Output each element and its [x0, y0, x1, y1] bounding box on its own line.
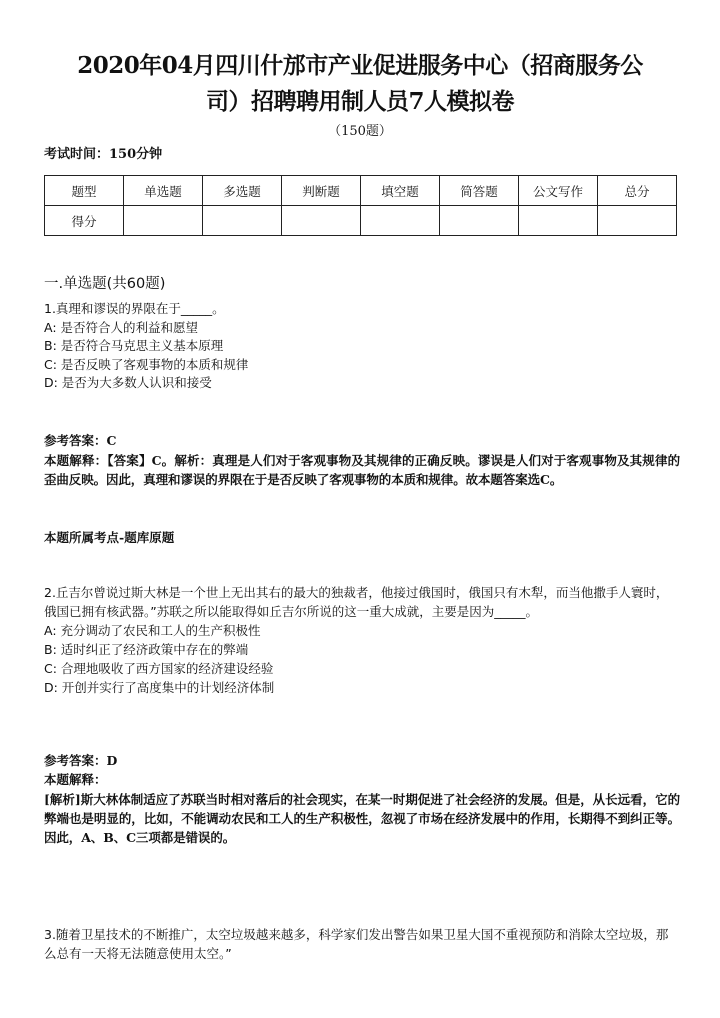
option-d: D: 是否为大多数人认识和接受 [44, 375, 212, 390]
score-table-header-row [45, 176, 677, 206]
header-cell-type: 题型 [45, 176, 124, 206]
option-c: C: 是否反映了客观事物的本质和规律 [44, 356, 249, 372]
score-cell [282, 206, 361, 236]
header-cell-short-answer: 简答题 [440, 176, 519, 206]
header-cell-single-choice: 单选题 [124, 176, 203, 206]
option-d: D: 开创并实行了高度集中的计划经济体制 [44, 680, 275, 695]
document-title-line-2: 司）招聘聘用制人员7人模拟卷 [205, 88, 514, 115]
header-cell-multiple-choice: 多选题 [203, 176, 282, 206]
explanation-label-2: 本题解释： [44, 772, 107, 787]
explanation-label: 本题解释： [44, 453, 108, 468]
explanation-2: [解析]斯大林体制适应了苏联当时相对落后的社会现实，在某一时期促进了社会经济的发展。但是，从长远看，它的弊端也是明显的，比如，不能调动农民和工人的生产积极性，忽视了市场在经济发展中的作用，长期得不到纠正等。因此，A、B、C三项都是错误的。 [44, 792, 680, 845]
section-heading: 一.单选题(共60题) [44, 276, 166, 292]
question-2 [44, 583, 680, 697]
option-a: A: 充分调动了农民和工人的生产积极性 [44, 623, 261, 638]
answer-2: 参考答案：D [44, 753, 118, 768]
score-cell [519, 206, 598, 236]
document-title-line-1: 2020年04月四川什邡市产业促进服务中心（招商服务公 [77, 52, 643, 79]
score-cell [440, 206, 519, 236]
question-stem: 1.真理和谬误的界限在于_____。 [44, 301, 225, 316]
header-cell-official-writing: 公文写作 [519, 176, 598, 206]
option-b: B: 是否符合马克思主义基本原理 [44, 338, 224, 353]
explanation-1 [44, 451, 680, 489]
option-c: C: 合理地吸收了西方国家的经济建设经验 [44, 661, 274, 676]
score-cell [124, 206, 203, 236]
score-cell [361, 206, 440, 236]
topic-1: 本题所属考点-题库原题 [44, 530, 175, 545]
exam-time: 考试时间：150分钟 [44, 147, 163, 162]
score-cell [598, 206, 677, 236]
question-stem: 3.随着卫星技术的不断推广，太空垃圾越来越多，科学家们发出警告如果卫星大国不重视预防和消除太空垃圾，那么总有一天将无法随意使用太空。” [44, 927, 669, 961]
header-cell-total: 总分 [598, 176, 677, 206]
answer-1: 参考答案：C [44, 433, 117, 448]
explanation-text: 【答案】C。解析：真理是人们对于客观事物及其规律的正确反映。谬误是人们对于客观事物及其规律的歪曲反映。因此，真理和谬误的界限在于是否反映了客观事物的本质和规律。故本题答案选C。 [44, 453, 680, 487]
score-table [44, 175, 677, 236]
header-cell-fill-blank: 填空题 [361, 176, 440, 206]
question-count: （150题） [328, 124, 392, 139]
score-cell [203, 206, 282, 236]
question-1 [44, 300, 680, 393]
score-row-label: 得分 [45, 206, 124, 236]
option-b: B: 适时纠正了经济政策中存在的弊端 [44, 642, 249, 657]
question-3 [44, 925, 680, 963]
score-table-score-row [45, 206, 677, 236]
question-stem: 2.丘吉尔曾说过斯大林是一个世上无出其右的最大的独裁者，他接过俄国时，俄国只有木犁，而当他撒手人寰时，俄国已拥有核武器。”苏联之所以能取得如丘吉尔所说的这一重大成就，主要是因为_____。 [44, 585, 669, 619]
header-cell-true-false: 判断题 [282, 176, 361, 206]
option-a: A: 是否符合人的利益和愿望 [44, 319, 199, 335]
